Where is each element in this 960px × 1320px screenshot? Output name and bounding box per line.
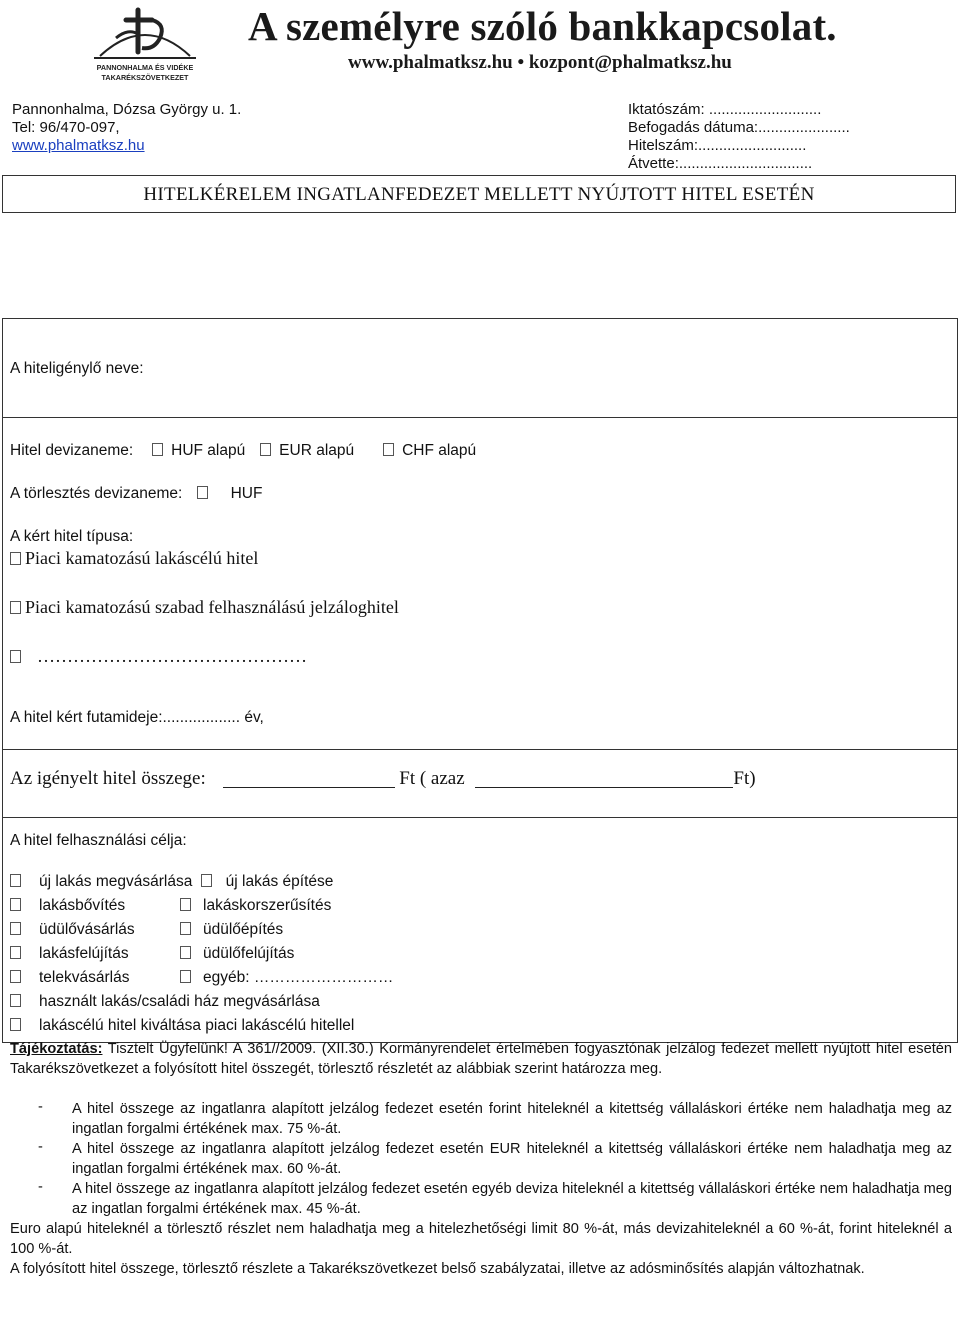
office-befogadas: Befogadás dátuma:......................: [628, 119, 850, 136]
amount-close: Ft): [733, 768, 756, 789]
form-title-box: [2, 175, 956, 213]
checkbox-chf[interactable]: [383, 443, 394, 456]
loan-type-option-2-label: Piaci kamatozású szabad felhasználású jelzáloghitel: [25, 597, 399, 617]
website-link[interactable]: www.phalmatksz.hu: [12, 137, 145, 154]
logo-text-line1: PANNONHALMA ÉS VIDÉKE: [96, 63, 194, 72]
loan-type-option-2: [10, 597, 399, 618]
checkbox-purpose[interactable]: [180, 922, 191, 935]
brand-title: A személyre szóló bankkapcsolat.: [248, 3, 837, 49]
repayment-option: HUF: [230, 485, 263, 502]
checkbox-type-3[interactable]: [10, 650, 21, 663]
purpose-row: [10, 993, 320, 1011]
form-title: HITELKÉRELEM INGATLANFEDEZET MELLETT NYÚJTOTT HITEL ESETÉN: [143, 184, 815, 205]
office-atvette: Átvette:................................: [628, 155, 813, 172]
purpose-option: üdülőfelújítás: [203, 945, 295, 962]
address-line: Pannonhalma, Dózsa György u. 1.: [12, 101, 242, 118]
purpose-cell: [180, 945, 294, 963]
info-bullet: A hitel összege az ingatlanra alapított jelzálog fedezet esetén EUR hiteleknél a kitettség vállaláskori értéke nem haladhatja meg az ingatlan forgalmi értékének max. 60 %-át.: [72, 1141, 952, 1177]
loan-type-option-3: [10, 646, 307, 667]
bullet-dash: -: [38, 1179, 43, 1195]
loan-type-option-1: [10, 548, 258, 569]
info-intro: [10, 1039, 952, 1079]
info-para-note: A folyósított hitel összege, törlesztő részlete a Takarékszövetkezet belső szabályzatai, illetve az adósminősítés alapján változhatnak.: [10, 1261, 865, 1277]
purpose-option: használt lakás/családi ház megvásárlása: [39, 993, 320, 1010]
purpose-cell: [180, 969, 393, 987]
purpose-option: új lakás megvásárlása: [39, 873, 193, 890]
checkbox-purpose[interactable]: [10, 970, 21, 983]
purpose-option: telekvásárlás: [39, 969, 130, 986]
purpose-row: [10, 921, 135, 939]
purpose-option: üdülővásárlás: [39, 921, 135, 938]
amount-input[interactable]: [223, 771, 395, 788]
office-hitelszam: Hitelszám:..........................: [628, 137, 807, 154]
amount-row: [10, 768, 756, 790]
checkbox-eur[interactable]: [260, 443, 271, 456]
applicant-name-label: A hiteligénylő neve:: [10, 360, 144, 377]
purpose-option: lakásfelújítás: [39, 945, 129, 962]
checkbox-repayment-huf[interactable]: [197, 486, 208, 499]
currency-option-huf: HUF alapú: [171, 442, 246, 459]
purpose-option: egyéb: ………………………: [203, 969, 394, 986]
purpose-row: [10, 873, 333, 891]
checkbox-purpose[interactable]: [180, 946, 191, 959]
form-main-box: [2, 318, 958, 1043]
loan-type-option-3-label: ………………………………………: [37, 646, 307, 666]
checkbox-purpose[interactable]: [10, 1018, 21, 1031]
currency-label: Hitel devizaneme:: [10, 442, 134, 459]
info-para-limit: Euro alapú hiteleknél a törlesztő részlet nem haladhatja meg a hitelezhetőségi limit 80 %-át, más devizahiteleknél a 60 %-át, forint hiteleknél a 100 %-át.: [10, 1221, 952, 1257]
info-bullet: A hitel összege az ingatlanra alapított jelzálog fedezet esetén egyéb deviza hiteleknél a kitettség vállaláskori értéke nem haladhatja meg az ingatlan forgalmi értékének max. 45 %-át.: [72, 1181, 952, 1217]
checkbox-purpose[interactable]: [10, 922, 21, 935]
purpose-option: lakásbővítés: [39, 897, 126, 914]
checkbox-type-2[interactable]: [10, 601, 21, 614]
checkbox-purpose[interactable]: [180, 970, 191, 983]
checkbox-purpose[interactable]: [201, 874, 212, 887]
purpose-option: üdülőépítés: [203, 921, 284, 938]
purpose-option: új lakás építése: [225, 873, 334, 890]
checkbox-purpose[interactable]: [10, 898, 21, 911]
term-unit: év,: [244, 709, 264, 726]
purpose-cell: [180, 897, 331, 915]
info-intro-text: Tisztelt Ügyfelünk! A 361//2009. (XII.30.) Kormányrendelet értelmében fogyasztónak jelzálog fedezet mellett nyújtott hitel esetén Takarékszövetkezet a folyósított hitel összegét, törlesztő részletét az alábbiak szerint határozza meg.: [10, 1041, 952, 1077]
purpose-option: lakáscélú hitel kiváltása piaci lakáscélú hitellel: [39, 1017, 355, 1034]
purpose-row: [10, 969, 129, 987]
checkbox-purpose[interactable]: [10, 994, 21, 1007]
bullet-dash: -: [38, 1099, 43, 1115]
amount-ft: Ft ( azaz: [399, 768, 465, 789]
logo: [80, 4, 210, 86]
repayment-row: [10, 485, 262, 503]
purpose-label: A hitel felhasználási célja:: [10, 832, 187, 849]
logo-text-line2: TAKARÉKSZÖVETKEZET: [101, 73, 189, 82]
purpose-cell: [180, 921, 283, 939]
checkbox-type-1[interactable]: [10, 552, 21, 565]
bullet-dash: -: [38, 1139, 43, 1155]
loan-type-option-1-label: Piaci kamatozású lakáscélú hitel: [25, 548, 259, 568]
repayment-label: A törlesztés devizaneme:: [10, 485, 183, 502]
term-label: A hitel kért futamideje:: [10, 709, 163, 726]
currency-option-eur: EUR alapú: [279, 442, 355, 459]
info-heading: Tájékoztatás:: [10, 1041, 103, 1057]
checkbox-huf[interactable]: [152, 443, 163, 456]
checkbox-purpose[interactable]: [180, 898, 191, 911]
info-bullet: A hitel összege az ingatlanra alapított jelzálog fedezet esetén forint hiteleknél a kitettség vállaláskori értéke nem haladhatja meg az ingatlan forgalmi értékének max. 75 %-át.: [72, 1101, 952, 1137]
term-value[interactable]: ..................: [162, 709, 241, 726]
amount-label: Az igényelt hitel összege:: [10, 768, 206, 789]
currency-option-chf: CHF alapú: [402, 442, 477, 459]
brand-contact: www.phalmatksz.hu • kozpont@phalmatksz.hu: [348, 52, 732, 73]
amount-words-input[interactable]: [475, 771, 733, 788]
purpose-option: lakáskorszerűsítés: [203, 897, 332, 914]
checkbox-purpose[interactable]: [10, 874, 21, 887]
office-iktatoszam: Iktatószám: ...........................: [628, 101, 822, 118]
purpose-row: [10, 897, 125, 915]
checkbox-purpose[interactable]: [10, 946, 21, 959]
loan-type-label: A kért hitel típusa:: [10, 528, 134, 545]
purpose-row: [10, 945, 129, 963]
purpose-row: [10, 1017, 354, 1035]
phone-line: Tel: 96/470-097,: [12, 119, 120, 136]
currency-row: [10, 442, 476, 460]
term-row: [10, 709, 264, 727]
